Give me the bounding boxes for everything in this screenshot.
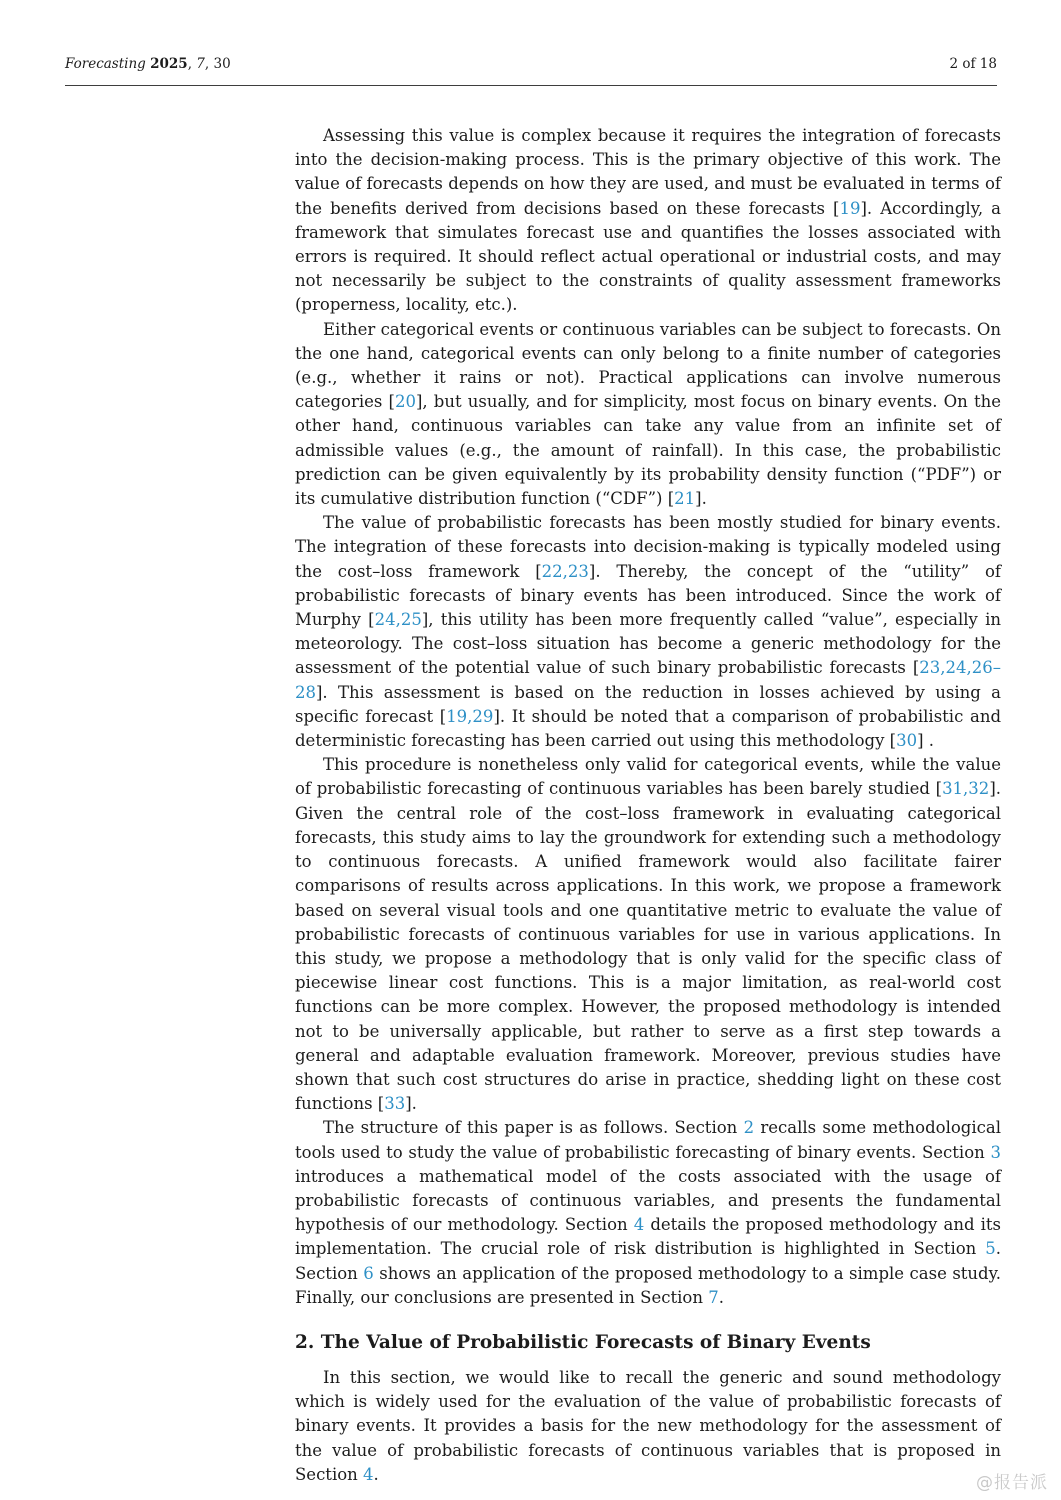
paragraph: Either categorical events or continuous variables can be subject to forecasts. On the one hand, categorical events can only belong to a finite number of categories (e.g., whether it rains or not). Practical applications can involve numerous categories [20], but usually, and for simplicity, most focus on binary events. On the other hand, continuous variables can take any value from an infinite set of admissible values (e.g., the amount of rainfall). In this case, the probabilistic prediction can be given equivalently by its probability density function (“PDF”) or its cumulative distribution function (“CDF”) [21].	[295, 319, 1001, 509]
paragraph: The value of probabilistic forecasts has been mostly studied for binary events. The integration of these forecasts into decision-making is typically modeled using the cost–loss framework [22,23]. Thereby, the concept of the “utility” of probabilistic forecasts of binary events has been introduced. Since the work of Murphy [24,25], this utility has been more frequently called “value”, especially in meteorology. The cost–loss situation has become a generic methodology for the assessment of the potential value of such binary probabilistic forecasts [23,24,26–28]. This assessment is based on the reduction in losses achieved by using a specific forecast [19,29]. It should be noted that a comparison of probabilistic and deterministic forecasting has been carried out using this methodology [30] .	[295, 513, 1002, 751]
journal-name: Forecasting	[65, 56, 146, 72]
page-header	[65, 56, 997, 72]
header-sep-comma1: ,	[187, 56, 197, 72]
paragraph: The structure of this paper is as follows. Section 2 recalls some methodological tools used to study the value of probabilistic forecasting of binary events. Section 3 introduces a mathematical model of the costs associated with the usage of probabilistic forecasts of continuous variables, and presents the fundamental hypothesis of our methodology. Section 4 details the proposed methodology and its implementation. The crucial role of risk distribution is highlighted in Section 5. Section 6 shows an application of the proposed methodology to a simple case study. Finally, our conclusions are presented in Section 7.	[295, 1118, 1001, 1307]
citation-link[interactable]: 3	[990, 1142, 1001, 1162]
citation-link[interactable]: 22,23	[541, 561, 589, 581]
citation-link[interactable]: 23,24,26–28	[295, 658, 1001, 702]
journal-citation	[65, 56, 231, 72]
citation-link[interactable]: 7	[708, 1287, 719, 1307]
citation-link[interactable]: 4	[363, 1464, 374, 1484]
citation-link[interactable]: 2	[743, 1118, 755, 1138]
citation-link[interactable]: 6	[363, 1263, 374, 1283]
citation-link[interactable]: 19	[839, 198, 861, 218]
citation-link[interactable]: 33	[384, 1094, 406, 1114]
citation-link[interactable]: 30	[896, 731, 918, 751]
citation-link[interactable]: 31,32	[942, 779, 990, 799]
citation-link[interactable]: 4	[633, 1215, 645, 1235]
citation-link[interactable]: 5	[985, 1239, 996, 1259]
section-heading: 2. The Value of Probabilistic Forecasts of Binary Events	[295, 1331, 871, 1353]
paragraph: This procedure is nonetheless only valid for categorical events, while the value of probabilistic forecasting of continuous variables has been barely studied [31,32]. Given the central role of the cost–loss framework in evaluating categorical forecasts, this study aims to lay the groundwork for extending such a methodology to continuous forecasts. A unified framework would also facilitate fairer comparisons of results across applications. In this work, we propose a framework based on several visual tools and one quantitative metric to evaluate the value of probabilistic forecasts of continuous variables for use in various applications. In this study, we propose a methodology that is only valid for the specific class of piecewise linear cost functions. This is a major limitation, as real-world cost functions can be more complex. However, the proposed methodology is intended not to be universally applicable, but rather to serve as a first step towards a general and adaptable evaluation framework. Moreover, previous studies have shown that such cost structures do arise in practice, shedding light on these cost functions [33].	[295, 755, 1001, 1114]
citation-link[interactable]: 24,25	[374, 610, 422, 630]
header-sep-comma2: ,	[204, 56, 214, 72]
citation-link[interactable]: 20	[394, 392, 416, 412]
citation-link[interactable]: 19,29	[446, 706, 494, 726]
journal-volume: 7	[196, 56, 205, 72]
journal-year: 2025	[150, 56, 188, 72]
page-number-indicator: 2 of 18	[949, 56, 997, 72]
citation-link[interactable]: 21	[674, 489, 696, 509]
article-body	[295, 124, 1001, 1487]
paragraph: In this section, we would like to recall the generic and sound methodology which is widely used for the evaluation of the value of probabilistic forecasts of binary events. It provides a basis for the new methodology for the assessment of the value of probabilistic forecasts of continuous variables that is proposed in Section 4.	[295, 1367, 1001, 1484]
article-number: 30	[213, 56, 231, 72]
watermark: @报告派	[976, 1473, 1048, 1493]
paragraph: Assessing this value is complex because it requires the integration of forecasts into the decision-making process. This is the primary objective of this work. The value of forecasts depends on how they are used, and must be evaluated in terms of the benefits derived from decisions based on these forecasts [19]. Accordingly, a framework that simulates forecast use and quantifies the losses associated with errors is required. It should reflect actual operational or industrial costs, and may not necessarily be subject to the constraints of quality assessment frameworks (properness, locality, etc.).	[295, 126, 1001, 315]
header-rule	[65, 85, 997, 86]
